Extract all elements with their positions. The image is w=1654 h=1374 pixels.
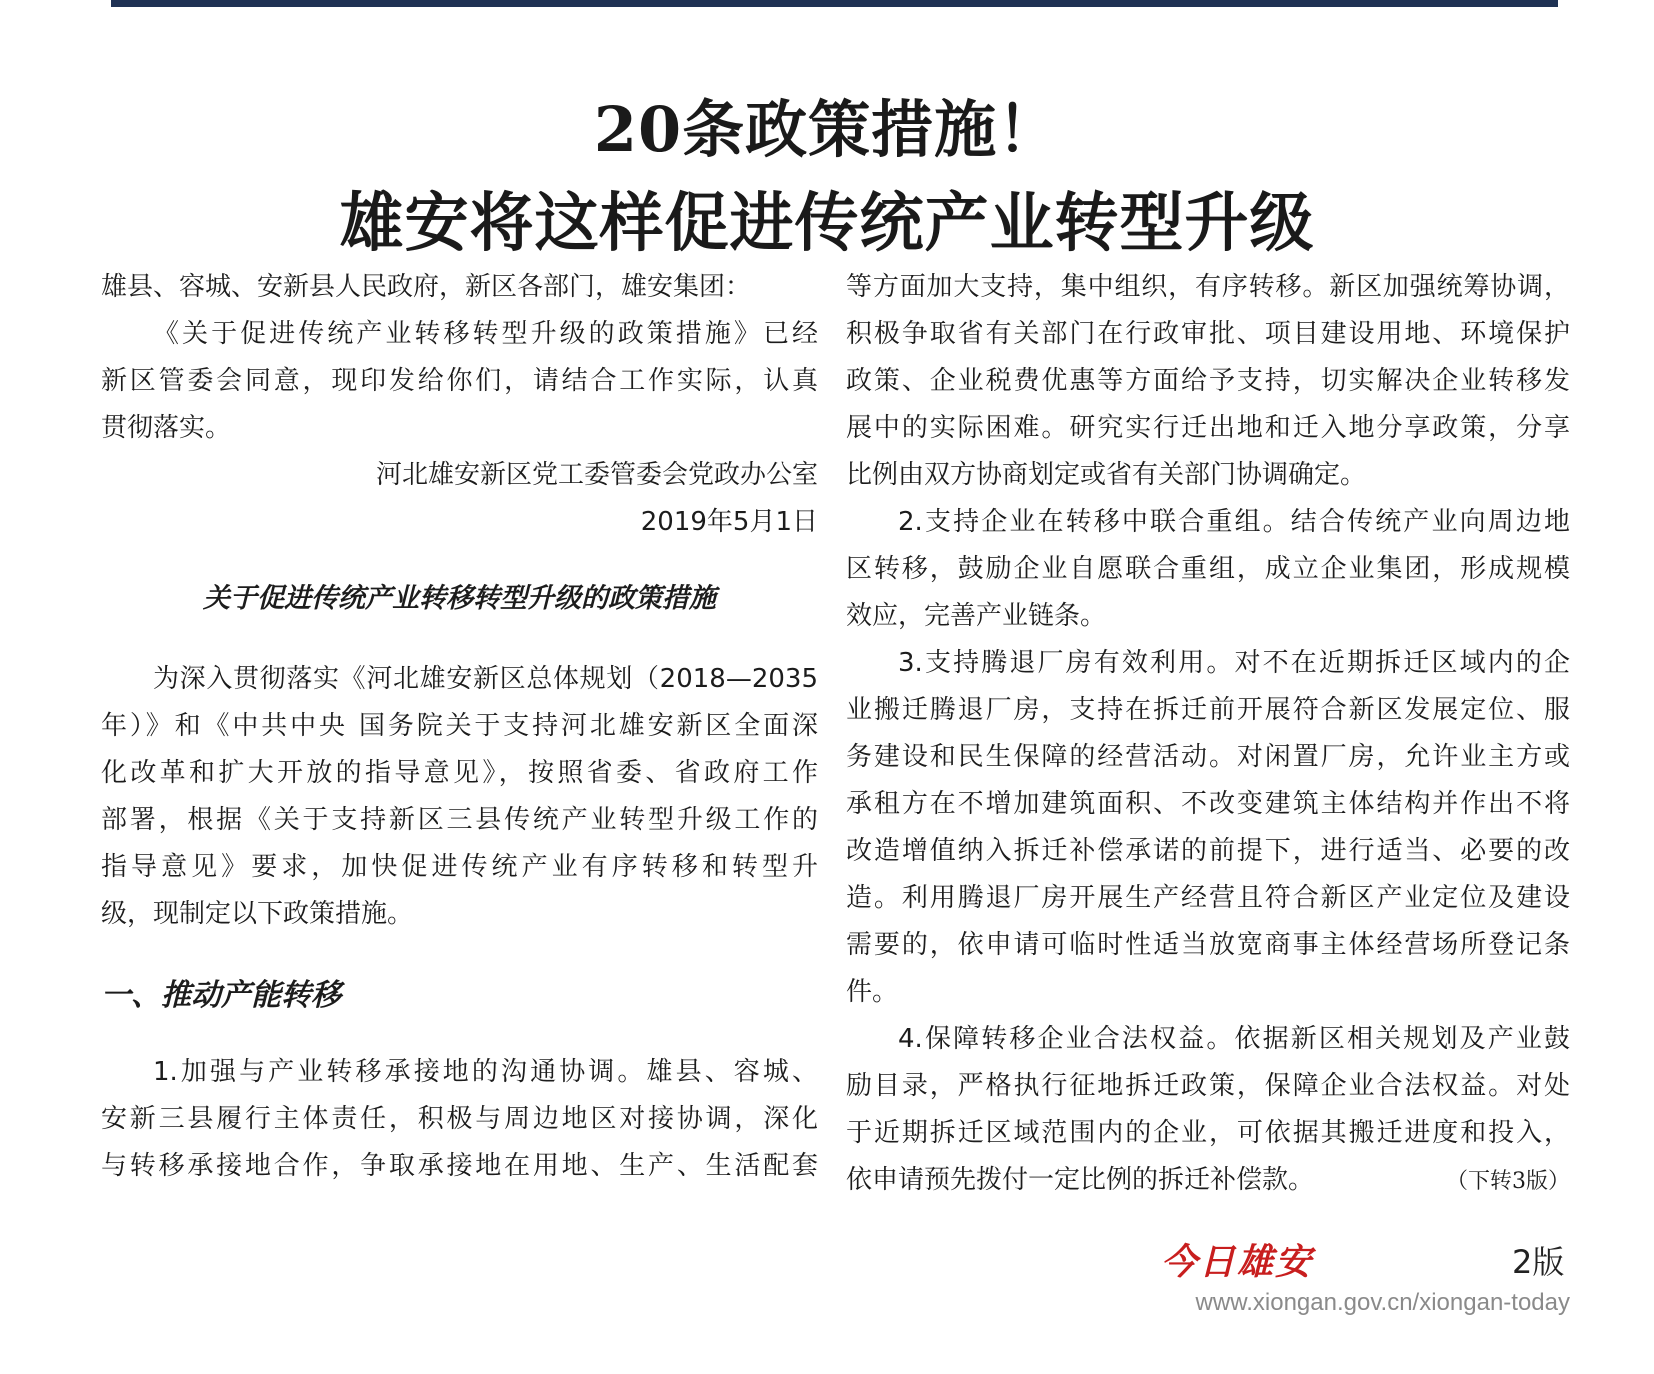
item-3-line: 业搬迁腾退厂房，支持在拆迁前开展符合新区发展定位、服 <box>846 695 1570 725</box>
notice-body-line: 新区管委会同意，现印发给你们，请结合工作实际，认真 <box>101 366 818 396</box>
item-3-line: 件。 <box>846 977 899 1007</box>
item-4-line: 于近期拆迁区域范围内的企业，可依据其搬迁进度和投入， <box>846 1118 1570 1148</box>
item-1-line: 安新三县履行主体责任，积极与周边地区对接协调，深化 <box>101 1104 818 1134</box>
item-2-line: 2.支持企业在转移中联合重组。结合传统产业向周边地 <box>898 507 1570 537</box>
intro-line: 部署，根据《关于支持新区三县传统产业转型升级工作的 <box>101 805 818 835</box>
item-4-last-line <box>846 1157 1570 1205</box>
intro-line: 为深入贯彻落实《河北雄安新区总体规划（2018—2035 <box>153 664 818 694</box>
notice-addressee: 雄县、容城、安新县人民政府，新区各部门，雄安集团： <box>101 272 752 302</box>
section-heading: 一、推动产能转移 <box>101 978 341 1013</box>
item-4-line: 励目录，严格执行征地拆迁政策，保障企业合法权益。对处 <box>846 1071 1570 1101</box>
item-1-line: 等方面加大支持，集中组织，有序转移。新区加强统筹协调， <box>846 272 1570 302</box>
item-1-line: 与转移承接地合作，争取承接地在用地、生产、生活配套 <box>101 1151 818 1181</box>
item-4-line: 4.保障转移企业合法权益。依据新区相关规划及产业鼓 <box>898 1024 1570 1054</box>
item-4-line: 依申请预先拨付一定比例的拆迁补偿款。 <box>846 1165 1315 1195</box>
item-1-line: 政策、企业税费优惠等方面给予支持，切实解决企业转移发 <box>846 366 1570 396</box>
headline-line-1: 20条政策措施！ <box>593 92 1061 166</box>
item-3-line: 改造增值纳入拆迁补偿承诺的前提下，进行适当、必要的改 <box>846 836 1570 866</box>
left-column <box>101 264 818 1190</box>
item-3-line: 需要的，依申请可临时性适当放宽商事主体经营场所登记条 <box>846 930 1570 960</box>
top-accent-bar <box>111 0 1558 7</box>
item-3-line: 造。利用腾退厂房开展生产经营且符合新区产业定位及建设 <box>846 883 1570 913</box>
headline-line-2: 雄安将这样促进传统产业转型升级 <box>339 185 1315 261</box>
notice-body-line: 贯彻落实。 <box>101 413 232 443</box>
item-1-line: 比例由双方协商划定或省有关部门协调确定。 <box>846 460 1367 490</box>
item-2-line: 区转移，鼓励企业自愿联合重组，成立企业集团，形成规模 <box>846 554 1570 584</box>
intro-line: 级，现制定以下政策措施。 <box>101 899 414 929</box>
item-2-line: 效应，完善产业链条。 <box>846 601 1107 631</box>
intro-line: 年）》和《中共中央 国务院关于支持河北雄安新区全面深 <box>101 711 818 741</box>
item-3-line: 务建设和民生保障的经营活动。对闲置厂房，允许业主方或 <box>846 742 1570 772</box>
website-url: www.xiongan.gov.cn/xiongan-today <box>1195 1289 1570 1316</box>
notice-issuer: 河北雄安新区党工委管委会党政办公室 <box>375 460 818 490</box>
item-3-line: 3.支持腾退厂房有效利用。对不在近期拆迁区域内的企 <box>898 648 1570 678</box>
right-column <box>846 264 1570 1205</box>
policy-title: 关于促进传统产业转移转型升级的政策措施 <box>203 583 716 614</box>
item-1-line: 积极争取省有关部门在行政审批、项目建设用地、环境保护 <box>846 319 1570 349</box>
page-number: 2版 <box>1512 1243 1565 1281</box>
notice-body-line: 《关于促进传统产业转移转型升级的政策措施》已经 <box>153 319 818 349</box>
notice-date: 2019年5月1日 <box>640 507 818 537</box>
item-3-line: 承租方在不增加建筑面积、不改变建筑主体结构并作出不将 <box>846 789 1570 819</box>
item-1-line: 1.加强与产业转移承接地的沟通协调。雄县、容城、 <box>153 1057 818 1087</box>
intro-line: 指导意见》要求，加快促进传统产业有序转移和转型升 <box>101 852 818 882</box>
item-1-line: 展中的实际困难。研究实行迁出地和迁入地分享政策，分享 <box>846 413 1570 443</box>
intro-line: 化改革和扩大开放的指导意见》，按照省委、省政府工作 <box>101 758 818 788</box>
newspaper-logo: 今日雄安 <box>1161 1241 1314 1283</box>
continued-note: （下转3版） <box>1446 1169 1570 1194</box>
